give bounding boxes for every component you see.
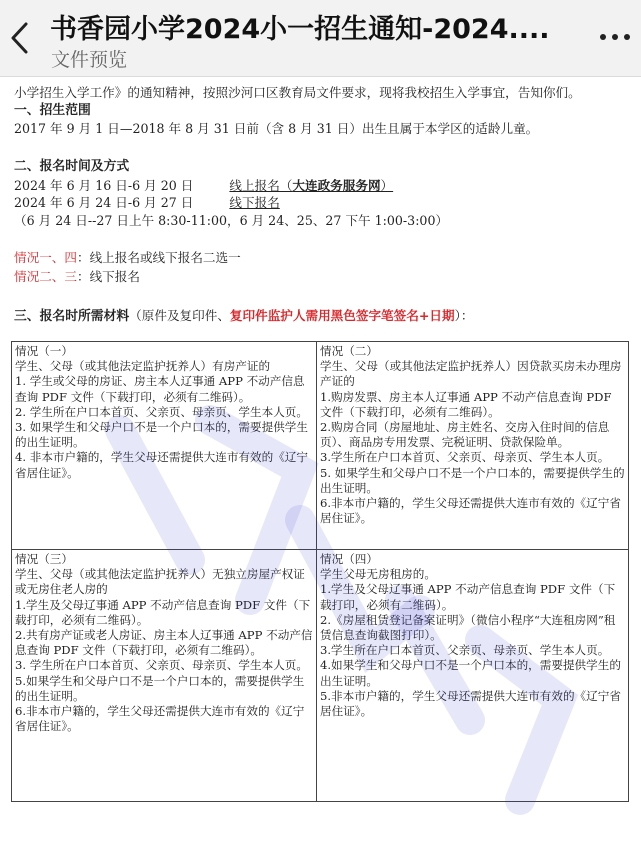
schedule-offline-method: 线下报名	[229, 195, 280, 210]
document-subtitle: 文件预览	[51, 49, 128, 71]
more-dots-icon	[598, 20, 632, 50]
back-button[interactable]	[6, 18, 32, 58]
table-cell-case-3	[15, 552, 313, 734]
cell-line: 3.学生所在户口本首页、父亲页、母亲页、学生本人页。	[320, 643, 610, 658]
schedule-hours: （6 月 24 日--27 日上午 8:30-11:00，6 月 24、25、27 下午 1:00-3:00）	[14, 213, 449, 228]
table-divider-vertical	[316, 342, 317, 801]
cell-line: 3. 如果学生和父母户口不是一个户口本的，需要提供学生的出生证明。	[15, 420, 308, 450]
case-b-label: 情况二、三	[14, 269, 77, 284]
section-3-note: （原件及复印件、	[129, 308, 230, 323]
cell-line: 情况（一）	[15, 344, 73, 358]
section-2-title: 二、报名时间及方式	[14, 159, 130, 174]
case-a-line	[14, 250, 241, 266]
cell-line: 4.如果学生和父母户口不是一个户口本的，需要提供学生的出生证明。	[320, 658, 621, 688]
cell-line: 2.共有房产证或老人房证、房主本人辽事通 APP 不动产信息查询 PDF 文件（下载打印，必须有二维码）。	[15, 628, 313, 658]
section-3-title: 三、报名时所需材料	[14, 309, 130, 324]
title-bar	[0, 0, 641, 77]
cell-line: 2.购房合同（房屋地址、房主姓名、交房入住时间的信息页）、商品房专用发票、完税证明、贷款保险单。	[320, 420, 610, 450]
materials-table	[11, 341, 629, 802]
document-page[interactable]	[0, 76, 641, 845]
cell-line: 情况（二）	[320, 344, 378, 358]
cell-line: 情况（四）	[320, 552, 378, 566]
schedule-online	[14, 178, 393, 194]
more-button[interactable]	[598, 20, 632, 50]
cell-line: 5.如果学生和父母户口不是一个户口本的，需要提供学生的出生证明。	[15, 673, 305, 703]
cell-line: 1.学生及父母辽事通 APP 不动产信息查询 PDF 文件（下载打印，必须有二维码）。	[320, 582, 616, 612]
cell-line: 1.学生及父母辽事通 APP 不动产信息查询 PDF 文件（下载打印，必须有二维码）。	[15, 597, 311, 627]
case-a-label: 情况一、四	[14, 250, 77, 265]
section-3-title-line	[14, 308, 473, 325]
cell-line: 学生、父母（或其他法定监护抚养人）有房产证的	[15, 359, 271, 374]
table-cell-case-1	[15, 344, 313, 481]
schedule-offline-date: 2024 年 6 月 24 日-6 月 27 日	[14, 195, 194, 210]
cell-line: 1. 学生或父母的房证、房主本人辽事通 APP 不动产信息查询 PDF 文件（下载打印，必须有二维码）。	[15, 374, 305, 404]
gov-service-link[interactable]: 大连政务服务网	[292, 178, 381, 193]
schedule-online-method: 线上报名（大连政务服务网）	[229, 178, 394, 193]
table-divider-horizontal	[12, 549, 628, 550]
cell-line: 6.非本市户籍的，学生父母还需提供大连市有效的《辽宁省居住证》。	[15, 704, 305, 734]
cell-line: 4. 非本市户籍的，学生父母还需提供大连市有效的《辽宁省居住证》。	[15, 450, 308, 480]
cell-line: 3.学生所在户口本首页、父亲页、母亲页、学生本人页。	[320, 450, 610, 465]
table-cell-case-4	[320, 552, 625, 719]
cell-line: 3. 学生所在户口本首页、父亲页、母亲页、学生本人页。	[15, 658, 308, 673]
cell-line: 2.《房屋租赁登记备案证明》（微信小程序“大连租房网”租赁信息查询截图打印）。	[320, 612, 616, 643]
cell-line: 学生、父母（或其他法定监护抚养人）无独立房屋产权证或无房住老人房的	[15, 567, 305, 597]
case-b-line	[14, 269, 140, 285]
section-3-red-note: 复印件监护人需用黑色签字笔签名+日期	[229, 308, 455, 323]
cell-line: 1.购房发票、房主本人辽事通 APP 不动产信息查询 PDF 文件（下载打印，必须有二维码）。	[320, 389, 612, 419]
cell-line: 学生父母无房租房的。	[320, 567, 436, 582]
section-1-text: 2017 年 9 月 1 日—2018 年 8 月 31 日前（含 8 月 31 日）出生且属于本学区的适龄儿童。	[14, 121, 539, 136]
cell-line: 情况（三）	[15, 552, 73, 566]
schedule-offline	[14, 195, 280, 211]
case-a-text: ：线上报名或线下报名二选一	[76, 250, 241, 265]
cell-line: 学生、父母（或其他法定监护抚养人）因贷款买房未办理房产证的	[320, 359, 622, 389]
cell-line: 6.非本市户籍的，学生父母还需提供大连市有效的《辽宁省居住证》。	[320, 496, 621, 526]
schedule-online-date: 2024 年 6 月 16 日-6 月 20 日	[14, 178, 194, 193]
chevron-left-icon	[6, 18, 32, 58]
table-cell-case-2	[320, 344, 625, 526]
section-1-title: 一、招生范围	[14, 103, 91, 118]
case-b-text: ：线下报名	[76, 269, 140, 284]
cell-line: 2. 学生所在户口本首页、父亲页、母亲页、学生本人页。	[15, 404, 308, 419]
document-title: 书香园小学2024小一招生通知-2024....	[50, 14, 550, 45]
cell-line: 5. 如果学生和父母户口不是一个户口本的，需要提供学生的出生证明。	[320, 465, 625, 495]
intro-text: 小学招生入学工作》的通知精神，按照沙河口区教育局文件要求，现将我校招生入学事宜，告知你们。	[14, 85, 581, 100]
cell-line: 5.非本市户籍的，学生父母还需提供大连市有效的《辽宁省居住证》。	[320, 688, 621, 719]
section-3-end: ）：	[454, 308, 474, 323]
